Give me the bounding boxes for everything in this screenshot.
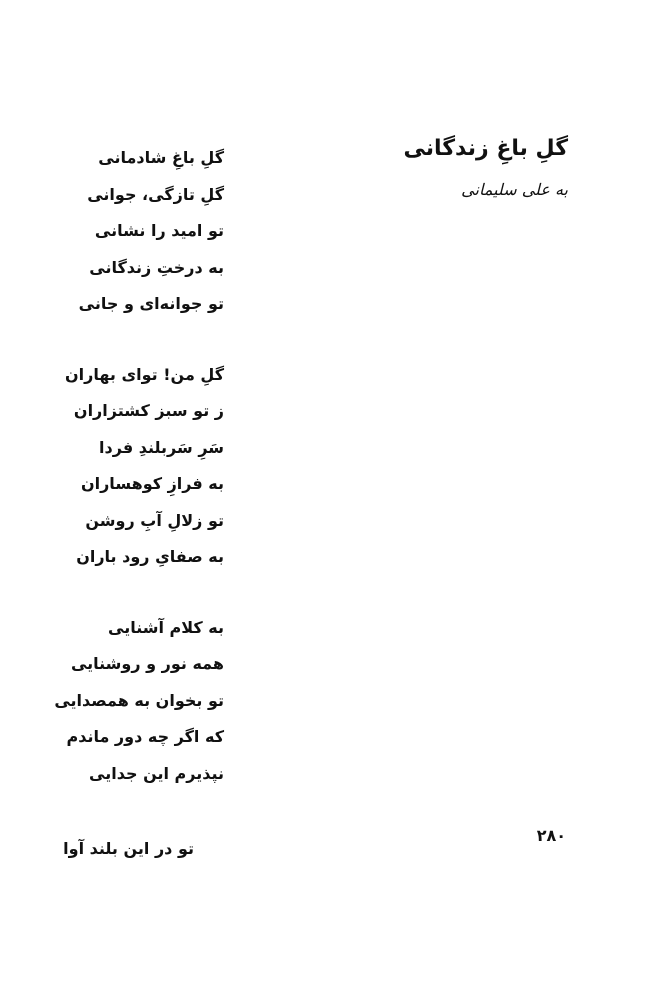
poem-line: ز تو سبز کشتزاران xyxy=(73,401,224,420)
poem-line: تو جوانه‌ای و جانی xyxy=(78,294,224,313)
stanza-1 xyxy=(4,140,224,323)
poem-line: به کلام آشنایی xyxy=(108,617,224,637)
stanza-3 xyxy=(4,610,224,793)
poem-line: به درختِ زندگانی xyxy=(89,257,224,277)
poem-line: گلِ تازگی، جوانی xyxy=(87,184,224,204)
poem-line: تو بخوان به همصدایی xyxy=(54,690,224,710)
poem-line: تو زلالِ آبِ روشن xyxy=(85,510,224,530)
poem-line: تو امید را نشانی xyxy=(94,221,224,240)
poem-line: گلِ باغِ شادمانی xyxy=(98,148,224,167)
poem-line: نپذیرم این جدایی xyxy=(89,763,224,783)
poem-continuation-line: تو در این بلند آوا xyxy=(63,839,194,858)
poem-line: به فرازِ کوهساران xyxy=(80,474,224,493)
poem-dedication: به علی سلیمانی xyxy=(461,180,568,199)
poem-line: گلِ من! توای بهاران xyxy=(64,364,224,384)
poem-line: که اگر چه دور ماندم xyxy=(66,727,224,746)
poem-body xyxy=(4,140,224,826)
page-number: ۲۸۰ xyxy=(536,826,566,845)
poem-title: گلِ باغِ زندگانی xyxy=(403,136,568,161)
poem-line: به صفایِ رود باران xyxy=(76,547,224,566)
stanza-2 xyxy=(4,357,224,576)
poem-line: سَرِ سَربلندِ فردا xyxy=(99,437,224,457)
poem-line: همه نور و روشنایی xyxy=(70,654,224,673)
